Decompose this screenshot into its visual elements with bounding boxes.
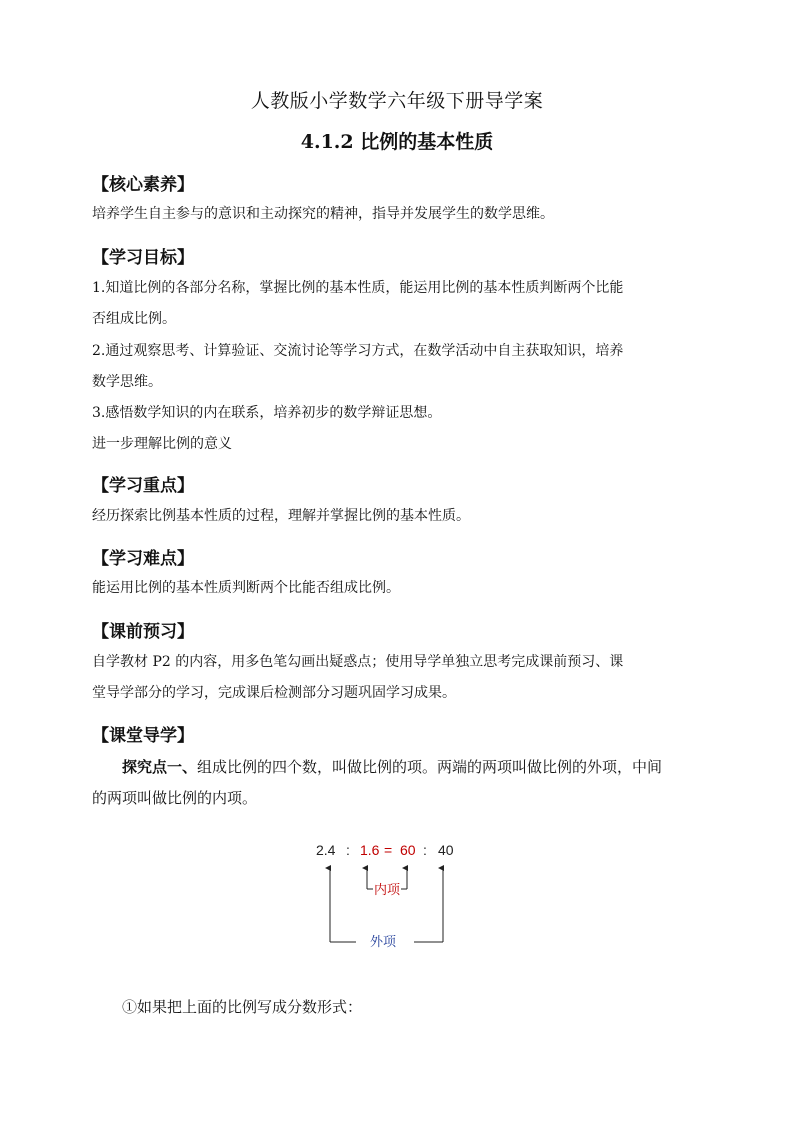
goal-item-1-line-2: 否组成比例。 [92,311,176,327]
guide-line-1: 组成比例的四个数，叫做比例的项。两端的两项叫做比例的外项，中间 [197,758,663,776]
guide-paragraph [92,752,712,783]
goal-extra: 进一步理解比例的意义 [92,436,232,452]
term-3: 60 [400,842,416,858]
goal-item-2-line-1: 2.通过观察思考、计算验证、交流讨论等学习方式，在数学活动中自主获取知识，培养 [92,343,624,359]
core-text: 培养学生自主参与的意识和主动探究的精神，指导并发展学生的数学思维。 [92,206,554,222]
section-heading-goals: 【学习目标】 [92,248,194,268]
outer-terms-label: 外项 [370,934,397,949]
question-1: ①如果把上面的比例写成分数形式： [122,998,363,1016]
goal-item-2-line-2: 数学思维。 [92,374,162,390]
section-heading-core: 【核心素养】 [92,175,194,195]
term-2: 1.6 [360,842,380,858]
section-heading-key-points: 【学习重点】 [92,476,194,496]
equals-sign: = [384,842,393,858]
document-title: 人教版小学数学六年级下册导学案 [250,90,544,112]
colon-2: : [423,842,427,858]
inner-terms-label: 内项 [374,882,401,897]
preview-line-2: 堂导学部分的学习，完成课后检测部分习题巩固学习成果。 [92,685,456,701]
term-1: 2.4 [316,842,336,858]
proportion-diagram-svg [300,836,500,956]
difficulties-text: 能运用比例的基本性质判断两个比能否组成比例。 [92,580,400,596]
goal-item-1-line-1: 1.知道比例的各部分名称，掌握比例的基本性质，能运用比例的基本性质判断两个比能 [92,280,624,296]
inner-terms-bracket [367,868,407,897]
section-heading-difficulties: 【学习难点】 [92,549,194,569]
outer-terms-bracket [330,868,443,949]
preview-line-1: 自学教材 P2 的内容，用多色笔勾画出疑惑点；使用导学单独立思考完成课前预习、课 [92,654,624,670]
colon-1: : [346,842,350,858]
guide-lead: 探究点一、 [122,758,198,776]
key-points-text: 经历探索比例基本性质的过程，理解并掌握比例的基本性质。 [92,508,470,524]
section-heading-preview: 【课前预习】 [92,622,194,642]
term-4: 40 [438,842,454,858]
document-subtitle: 4.1.2 比例的基本性质 [300,131,494,153]
goal-item-3: 3.感悟数学知识的内在联系，培养初步的数学辩证思想。 [92,405,442,421]
section-heading-guide: 【课堂导学】 [92,726,194,746]
guide-line-2: 的两项叫做比例的内项。 [92,789,258,807]
proportion-diagram [300,836,500,956]
